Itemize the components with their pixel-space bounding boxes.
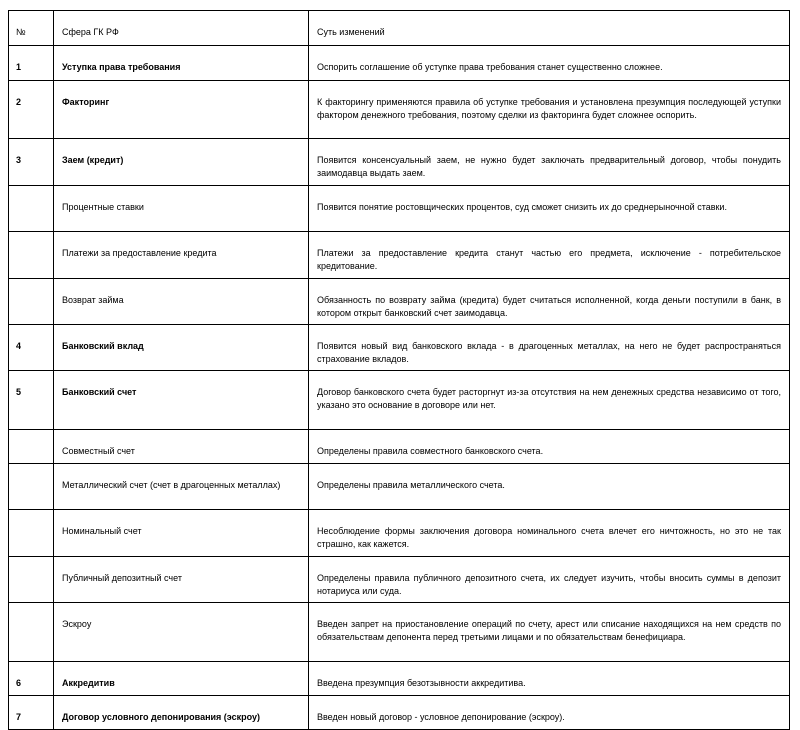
header-area: Сфера ГК РФ [54,11,309,46]
table-row [9,430,790,464]
row-area: Уступка права требования [54,46,309,81]
table-row [9,662,790,696]
row-area: Договор условного депонирования (эскроу) [54,696,309,730]
header-changes: Суть изменений [309,11,790,46]
row-num: 7 [9,696,54,730]
row-num: 5 [9,371,54,430]
row-num [9,464,54,510]
table-row [9,696,790,730]
row-changes: Появится понятие ростовщических процентов, суд сможет снизить их до среднерыночной ставки. [309,186,790,232]
row-num [9,557,54,603]
row-num: 6 [9,662,54,696]
table-row [9,371,790,430]
table-row [9,186,790,232]
row-area: Факторинг [54,81,309,139]
table-row [9,139,790,186]
row-area: Эскроу [54,603,309,662]
table-row [9,603,790,662]
row-num: 3 [9,139,54,186]
table-row [9,81,790,139]
row-changes: Введен запрет на приостановление операций по счету, арест или списание находящихся на нем средств по обязательствам депонента перед третьими лицами и по обязательствам бенефициара. [309,603,790,662]
table-row [9,232,790,279]
row-num: 1 [9,46,54,81]
table-row [9,325,790,371]
table-row [9,279,790,325]
row-area: Публичный депозитный счет [54,557,309,603]
header-num: № [9,11,54,46]
row-changes: Договор банковского счета будет расторгнут из-за отсутствия на нем денежных средства независимо от того, указано это основание в договоре или нет. [309,371,790,430]
row-changes: Оспорить соглашение об уступке права требования станет существенно сложнее. [309,46,790,81]
row-area: Банковский счет [54,371,309,430]
row-area: Платежи за предоставление кредита [54,232,309,279]
row-changes: Определены правила совместного банковского счета. [309,430,790,464]
row-num [9,603,54,662]
row-changes: Введен новый договор - условное депонирование (эскроу). [309,696,790,730]
row-num [9,430,54,464]
row-changes: Появится новый вид банковского вклада - в драгоценных металлах, на него не будет распространяться страхование вкладов. [309,325,790,371]
row-num: 2 [9,81,54,139]
row-changes: К факторингу применяются правила об уступке требования и установлена презумпция последующей уступки фактором денежного требования, поэтому сделки из факторинга будет сложнее оспорить. [309,81,790,139]
changes-table [8,10,790,730]
row-num [9,232,54,279]
row-area: Аккредитив [54,662,309,696]
row-num: 4 [9,325,54,371]
table-row [9,557,790,603]
row-area: Совместный счет [54,430,309,464]
row-changes: Определены правила публичного депозитного счета, их следует изучить, чтобы вносить суммы в депозит нотариуса или суда. [309,557,790,603]
row-changes: Определены правила металлического счета. [309,464,790,510]
row-changes: Обязанность по возврату займа (кредита) будет считаться исполненной, когда деньги поступили в банк, в котором открыт банковский счет заимодавца. [309,279,790,325]
row-area: Банковский вклад [54,325,309,371]
row-area: Процентные ставки [54,186,309,232]
table-row [9,46,790,81]
row-changes: Платежи за предоставление кредита станут частью его предмета, исключение - потребительское кредитование. [309,232,790,279]
row-area: Заем (кредит) [54,139,309,186]
row-num [9,510,54,557]
row-num [9,186,54,232]
row-changes: Несоблюдение формы заключения договора номинального счета влечет его ничтожность, но это не так страшно, как кажется. [309,510,790,557]
row-area: Возврат займа [54,279,309,325]
table-row [9,464,790,510]
table-header-row [9,11,790,46]
row-area: Номинальный счет [54,510,309,557]
row-changes: Введена презумпция безотзывности аккредитива. [309,662,790,696]
row-area: Металлический счет (счет в драгоценных металлах) [54,464,309,510]
table-row [9,510,790,557]
row-changes: Появится консенсуальный заем, не нужно будет заключать предварительный договор, чтобы понудить заимодавца выдать заем. [309,139,790,186]
row-num [9,279,54,325]
